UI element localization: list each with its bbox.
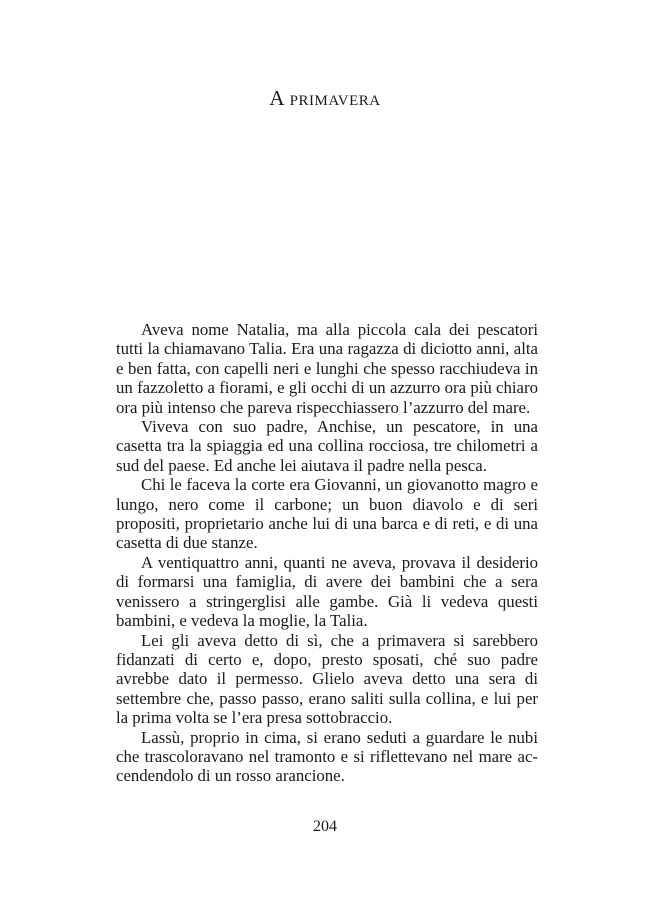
paragraph-2: Viveva con suo padre, Anchise, un pescatore, in una casetta tra la spiaggia ed una collina rocciosa, tre chilometri a sud del paese. Ed anche lei aiutava il padre nella pesca. <box>116 417 538 475</box>
paragraph-1: Aveva nome Natalia, ma alla piccola cala dei pescatori tutti la chiamavano Talia. Era una ragazza di diciotto anni, alta e ben fatta, con capelli neri e lunghi che spesso racchiudeva in un fazzoletto a fiorami, e gli occhi di un azzurro ora più chiaro ora più intenso che pareva rispecchiassero l’azzurro del mare. <box>116 320 538 417</box>
chapter-title: A primavera <box>269 86 381 110</box>
body-text <box>116 320 538 786</box>
paragraph-5: Lei gli aveva detto di sì, che a primavera si sarebbero fidanzati di certo e, dopo, presto sposati, ché suo padre avrebbe dato il permesso. Glielo aveva detto una sera di settembre che, passo passo, erano saliti sulla collina, e lui per la prima volta se l’era presa sottobraccio. <box>116 630 538 728</box>
paragraph-3: Chi le faceva la corte era Giovanni, un giovanotto magro e lungo, nero come il carbone; un buon diavolo e di seri propositi, proprietario anche lui di una barca e di reti, e di una casetta di due stanze. <box>116 475 538 553</box>
page-number: 204 <box>313 818 337 835</box>
paragraph-6: Lassù, proprio in cima, si erano seduti a guardare le nubi che trascoloravano nel tramonto e si riflettevano nel mare accendendolo di un rosso arancione. <box>116 727 538 786</box>
paragraph-4: A ventiquattro anni, quanti ne aveva, provava il desiderio di formarsi una famiglia, di avere dei bambini che a sera venissero a stringerglisi alle gambe. Già li vedeva questi bambini, e vedeva la moglie, la Talia. <box>116 552 538 631</box>
